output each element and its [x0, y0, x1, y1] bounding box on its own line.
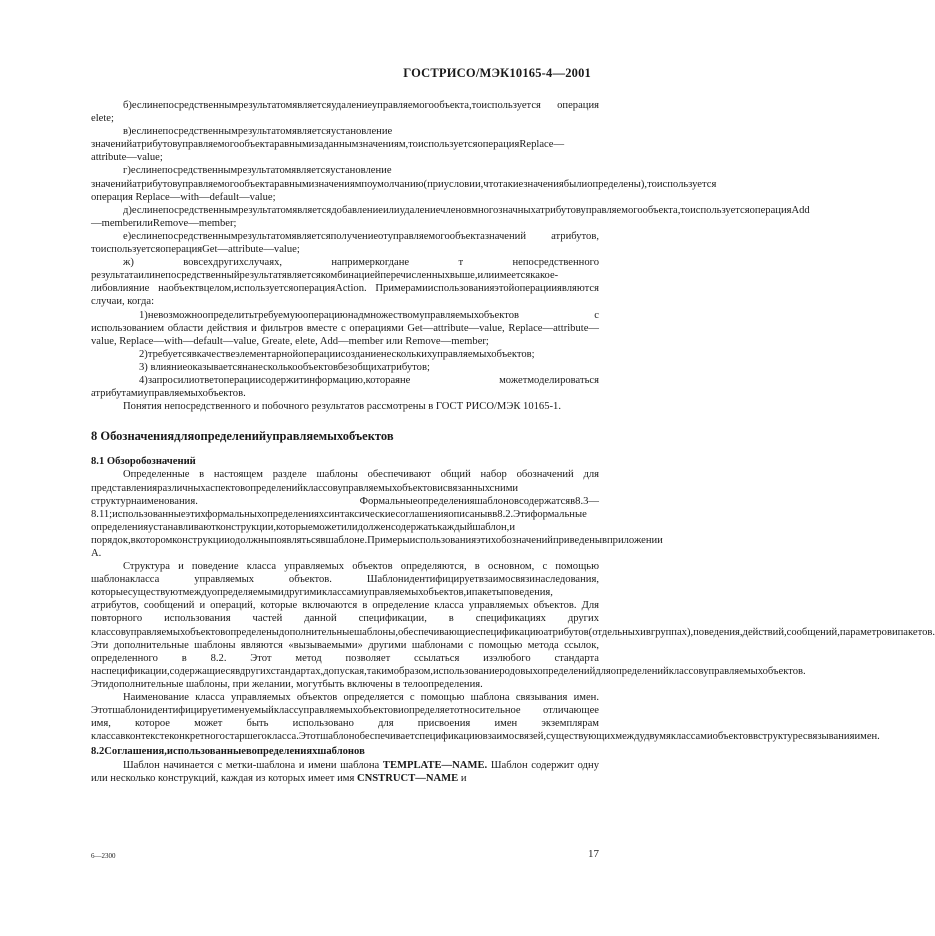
s81-para-1: Определенные в настоящем разделе шаблоны обеспечивают общий набор обозначений для представленияразличныхаспектовопределенийклассовуправляемыхобъектовисвязанныхсними структурнаименования. Формальныеопределенияшаблоновсодержатсяв8.3—8.11;использованныеэтихформальныхопределенияхсинтаксическиесоглашенияописанывв8.2.Этиформальные определенияустанавливаютконструкции,которыеможетилидолженсодержатькаждыйшаблон,и порядок,вкоторомконструкцииодолжныпоявлятьсявшаблоне.Примерыиспользованияэтихобозначенийприведенывприложении А. — [91, 469, 663, 559]
list-item-e: е)еслинепосредственнымрезультатомявляетсяполучениеотуправляемогообъектазначений атрибутов, тоиспользуетсяоперацияGet—attribute—value; — [91, 230, 599, 256]
section-8-1-title: 8.1 Обзоробозначений — [91, 456, 196, 468]
section-8-2-title: 8.2Соглашения,использованныевопределенияхшаблонов — [91, 746, 365, 758]
construct-name-keyword: CNSTRUCT—NAME — [356, 772, 459, 784]
template-name-keyword: TEMPLATE—NAME. — [382, 759, 488, 771]
list-item-zh: ж) вовсехдругихслучаях, напримеркогдане т непосредственного результатаилинепосредственныйрезультатявляетсякомбинациейперечисленныхвыше,илиимеетсякакое-либовлияние наобъектвцелом,используетсяоперацияAction. Примерамииспользованияэтойоперацииявляются случаи, когда: — [91, 257, 599, 308]
sub-item-2: 2)требуетсявкачествеэлементарнойоперациисозданиенесколькихуправляемыхобъектов; — [139, 348, 535, 360]
list-item-b: б)еслинепосредственнымрезультатомявляетсяудалениеуправляемогообъекта,тоиспользуется операция elete; — [91, 100, 599, 125]
s81-para-2: Структура и поведение класса управляемых объектов определяются, в основном, с помощью шаблонакласса управляемых объектов. Шаблонидентифицируетвзаимосвязинаследования, которыесуществуютмеждуопределяемымидругимиклассамиуправляемыхобъектов,ипакетыповедения, атрибутов, сообщений и операций, которые включаются в определение класса управляемых объектов. Для повторного использования частей данной спецификации, в спецификациях других классовуправляемыхобъектовопределеныдополнительныешаблоны,обеспечивающиеспецификациюатрибутов(отдельныхивгруппах),поведения,действий,сообщений,параметровипакетов. Эти дополнительные шаблоны являются «вызываемыми» другими шаблонами с помощью метода ссылок, определенного в 8.2. Этот метод позволяет ссылаться изэлюбого стандарта наспецификации,содержащиесявдругихстандартах,допуская,такимобразом,использованиеродовыхопределенийдляопределенийклассовуправляемыхобъектов. Этидополнительные шаблоны, при желании, могутбыть включены в телоопределения. — [91, 561, 935, 690]
s82-text-b: Шаблон содержит одну или несколько конструкций, каждая из которых имеет имя — [91, 759, 600, 784]
sub-item-4: 4)запросилиответоперациисодержитинформацию,котораяне можетмоделироваться атрибутамиуправляемыхобъектов. — [91, 374, 599, 400]
s82-text-a: Шаблон начинается с метки-шаблона и имени шаблона — [123, 759, 383, 771]
section-8-title: 8 Обозначениядляопределенийуправляемыхобъектов — [91, 429, 394, 444]
list-item-v: в)еслинепосредственнымрезультатомявляетсяустановление значенийатрибутовуправляемогообъектаравнымизаданнымзначениям,тоиспользуетсяоперацияReplace—attribute—value; — [91, 126, 565, 164]
print-code: 6—2300 — [91, 852, 116, 860]
list-item-d: д)еслинепосредственнымрезультатомявляетсядобавлениеилиудалениечленовмногозначныхатрибутовуправляемогообъекта,тоиспользуетсяоперацияAdd—memberилиRemove—member; — [91, 204, 810, 229]
page-number: 17 — [588, 848, 599, 860]
s82-text-c: и — [458, 772, 467, 784]
sub-item-3: 3) влияниеоказываетсянанесколькообъектовбезобщихатрибутов; — [139, 361, 430, 373]
s81-para-3: Наименование класса управляемых объектов определяется с помощью шаблона связывания имен. Этотшаблонидентифицируетименуемыйклассуправляемыхобъектовиопределяетотносительное отличающее имя, которое может быть использовано для присвоения имен экземплярам классавконтекстеконкретногостаршегокласса.Этотшаблонобеспечиваетспецификациювзаимосвязей,существующихмеждудвумяклассамиобъектоввструктуресвязыванияимен. — [91, 692, 880, 743]
s82-para-1 — [91, 759, 599, 785]
running-header: ГОСТРИСО/МЭК10165-4—2001 — [403, 66, 591, 80]
page-body — [91, 99, 935, 785]
concept-note: Понятия непосредственного и побочного результатов рассмотрены в ГОСТ РИСО/МЭК 10165-1. — [123, 401, 561, 413]
sub-item-1: 1)невозможноопределитьтребуемуюоперациюнадмножествомуправляемыхобъектов с использованием области действия и фильтров вместе с операциями Get—attribute—value, Replace—attribute—value, Replace—with—default—value, Greate, elete, Add—member или Remove—member; — [91, 309, 599, 347]
list-item-g: г)еслинепосредственнымрезультатомявляетсяустановление значенийатрибутовуправляемогообъектаравнымизначениямпоумолчанию(приусловии,чтотакиезначениябылиопределены),тоиспользуется операция Replace—with—default—value; — [91, 165, 717, 203]
